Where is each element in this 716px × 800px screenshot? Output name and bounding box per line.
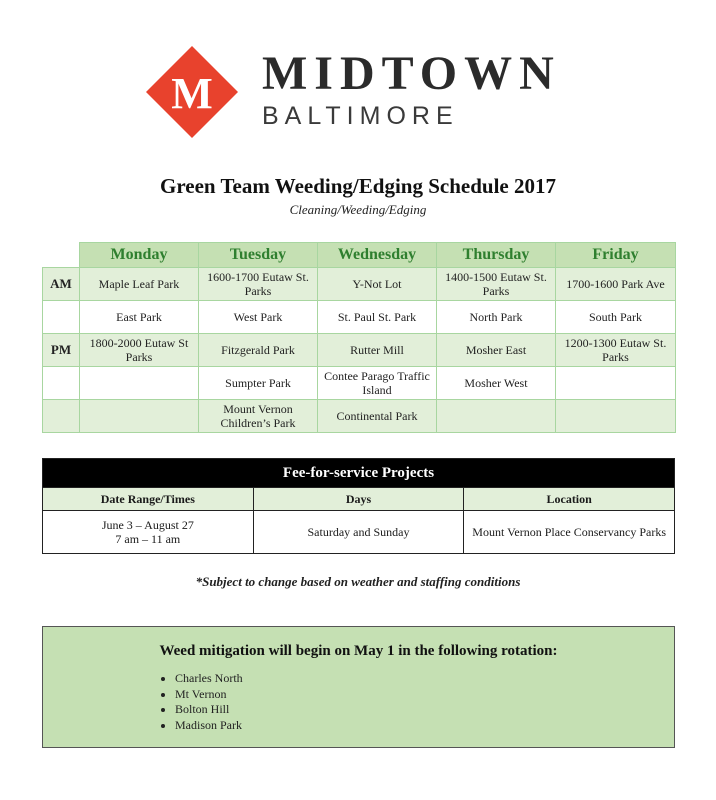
period-label: PM — [43, 334, 80, 367]
schedule-cell: West Park — [199, 301, 318, 334]
schedule-cell: 1800-2000 Eutaw St Parks — [80, 334, 199, 367]
disclaimer-note: *Subject to change based on weather and staffing conditions — [195, 574, 521, 589]
schedule-cell: 1600-1700 Eutaw St. Parks — [199, 268, 318, 301]
schedule-header-row — [43, 243, 676, 268]
fee-table-title: Fee-for-service Projects — [43, 459, 675, 488]
brand-subtitle: BALTIMORE — [262, 102, 459, 130]
list-item: • Bolton Hill — [175, 702, 243, 718]
day-header-friday: Friday — [556, 243, 676, 268]
fee-time-range: 7 am – 11 am — [115, 532, 181, 546]
schedule-cell: St. Paul St. Park — [318, 301, 437, 334]
mitigation-list — [155, 671, 243, 733]
fee-date-range: June 3 – August 27 — [101, 518, 194, 532]
schedule-cell: Sumpter Park — [199, 367, 318, 400]
schedule-row — [43, 268, 676, 301]
page-subtitle: Cleaning/Weeding/Edging — [289, 202, 427, 217]
fee-column-date: Date Range/Times — [43, 488, 254, 511]
list-item: • Charles North — [175, 671, 243, 687]
schedule-cell: Mount Vernon Children’s Park — [199, 400, 318, 433]
brand-name: MIDTOWN — [262, 47, 561, 100]
schedule-corner-cell — [43, 243, 80, 268]
mitigation-title: Weed mitigation will begin on May 1 in the following rotation: — [159, 643, 558, 659]
period-label — [43, 367, 80, 400]
schedule-cell: 1200-1300 Eutaw St. Parks — [556, 334, 676, 367]
period-label: AM — [43, 268, 80, 301]
schedule-cell: Mosher East — [437, 334, 556, 367]
schedule-cell — [556, 400, 676, 433]
schedule-row — [43, 367, 676, 400]
schedule-cell: East Park — [80, 301, 199, 334]
schedule-row — [43, 334, 676, 367]
fee-for-service-table — [42, 458, 675, 554]
schedule-cell: Contee Parago Traffic Island — [318, 367, 437, 400]
list-item: • Madison Park — [175, 718, 243, 734]
schedule-cell — [437, 400, 556, 433]
period-label — [43, 400, 80, 433]
schedule-table — [42, 242, 676, 433]
schedule-cell — [556, 367, 676, 400]
day-header-monday: Monday — [80, 243, 199, 268]
schedule-cell — [80, 400, 199, 433]
schedule-cell: Mosher West — [437, 367, 556, 400]
weed-mitigation-box — [42, 626, 675, 748]
schedule-cell: 1400-1500 Eutaw St. Parks — [437, 268, 556, 301]
schedule-row — [43, 400, 676, 433]
fee-row — [43, 511, 675, 554]
fee-location-cell: Mount Vernon Place Conservancy Parks — [464, 511, 675, 554]
list-item: • Mt Vernon — [175, 687, 243, 703]
schedule-row — [43, 301, 676, 334]
schedule-cell — [80, 367, 199, 400]
schedule-cell: Rutter Mill — [318, 334, 437, 367]
schedule-cell: Maple Leaf Park — [80, 268, 199, 301]
day-header-wednesday: Wednesday — [318, 243, 437, 268]
fee-column-location: Location — [464, 488, 675, 511]
fee-days-cell: Saturday and Sunday — [253, 511, 464, 554]
schedule-cell: Fitzgerald Park — [199, 334, 318, 367]
day-header-tuesday: Tuesday — [199, 243, 318, 268]
schedule-cell: 1700-1600 Park Ave — [556, 268, 676, 301]
page-title: Green Team Weeding/Edging Schedule 2017 — [160, 174, 556, 198]
schedule-cell: South Park — [556, 301, 676, 334]
logo-letter: M — [171, 69, 213, 118]
day-header-thursday: Thursday — [437, 243, 556, 268]
period-label — [43, 301, 80, 334]
schedule-cell: Y-Not Lot — [318, 268, 437, 301]
schedule-cell: Continental Park — [318, 400, 437, 433]
schedule-cell: North Park — [437, 301, 556, 334]
fee-column-days: Days — [253, 488, 464, 511]
midtown-logo-diamond — [146, 46, 238, 138]
fee-date-cell — [43, 511, 254, 554]
